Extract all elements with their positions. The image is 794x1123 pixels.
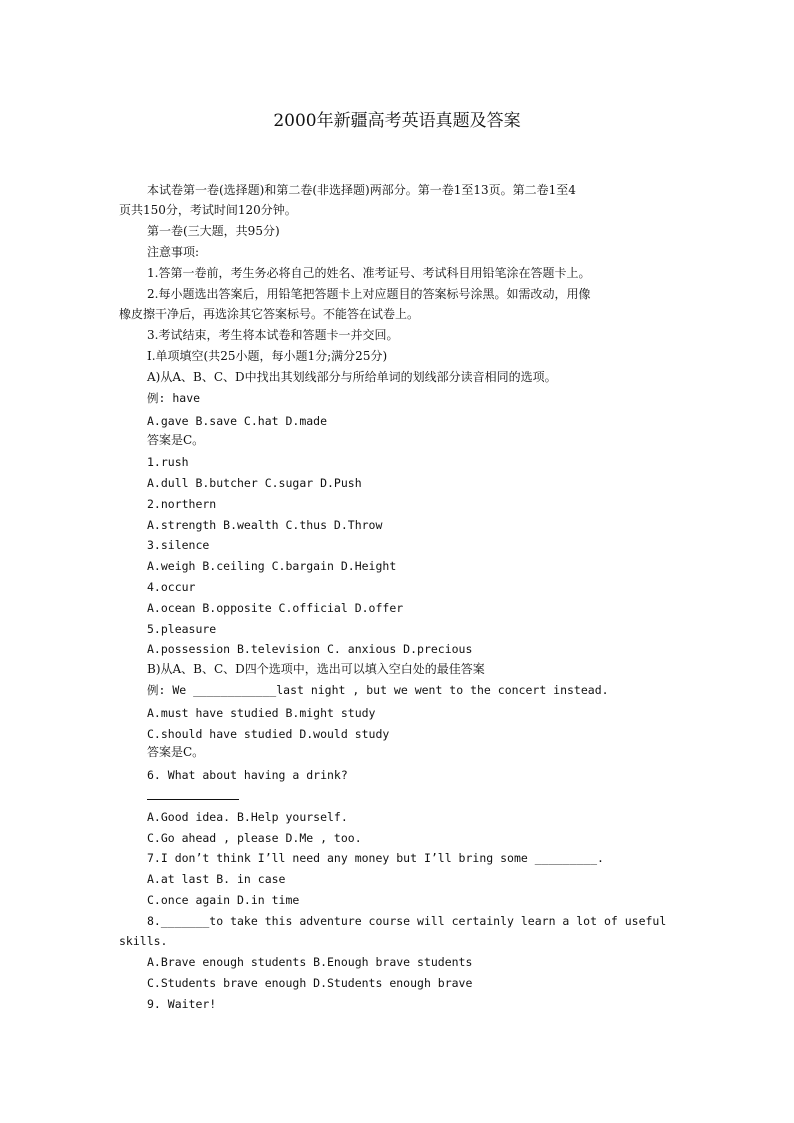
part1-heading: 第一卷(三大题，共95分) <box>147 224 280 238</box>
example-blank: ____________ <box>193 683 277 697</box>
question-8-stem-line-1: 8._______to take this adventure course will certainly learn a lot of useful <box>147 914 667 928</box>
question-options: A.ocean B.opposite C.official D.offer <box>147 601 404 615</box>
partA-example-options: A.gave B.save C.hat D.made <box>147 414 328 428</box>
question-options: A.dull B.butcher C.sugar D.Push <box>147 476 362 490</box>
question-options: A.possession B.television C. anxious D.precious <box>147 642 473 656</box>
question-word: 1.rush <box>147 455 189 469</box>
partA-example-answer: 答案是C。 <box>147 433 205 447</box>
partB-example-option-line-2: C.should have studied D.would study <box>147 727 390 741</box>
note-item-3: 3.考试结束，考生将本试卷和答题卡一并交回。 <box>147 328 399 342</box>
partB-example-stem <box>147 680 609 700</box>
partA-instruction: A)从A、B、C、D中找出其划线部分与所给单词的划线部分读音相同的选项。 <box>147 370 557 384</box>
partB-example-option-line-1: A.must have studied B.might study <box>147 706 376 720</box>
notes-heading: 注意事项: <box>147 245 200 259</box>
question-9-stem: 9. Waiter! <box>147 997 217 1011</box>
section1-heading: I.单项填空(共25小题，每小题1分;满分25分) <box>147 349 388 363</box>
question-options: A.strength B.wealth C.thus D.Throw <box>147 518 383 532</box>
question-8-options-2: C.Students brave enough D.Students enough brave <box>147 976 473 990</box>
note-item-1: 1.答第一卷前，考生务必将自己的姓名、准考证号、考试科目用铅笔涂在答题卡上。 <box>147 266 591 280</box>
question-6-options-1: A.Good idea. B.Help yourself. <box>147 810 348 824</box>
question-word: 2.northern <box>147 497 217 511</box>
question-word: 5.pleasure <box>147 622 217 636</box>
question-6-options-2: C.Go ahead , please D.Me , too. <box>147 831 362 845</box>
note-item-2-line-1: 2.每小题选出答案后，用铅笔把答题卡上对应题目的答案标号涂黑。如需改动，用像 <box>147 287 591 301</box>
example-rest: last night , but we went to the concert instead. <box>276 683 609 697</box>
example-prefix: 例: We <box>147 683 194 697</box>
question-7-options-2: C.once again D.in time <box>147 893 300 907</box>
question-6-stem: 6. What about having a drink? <box>147 768 348 782</box>
question-7-stem: 7.I don’t think I’ll need any money but I’ll bring some _________. <box>147 851 604 865</box>
intro-line-1: 本试卷第一卷(选择题)和第二卷(非选择题)两部分。第一卷1至13页。第二卷1至4 <box>147 183 576 197</box>
question-8-stem-line-2: skills. <box>119 934 168 948</box>
question-options: A.weigh B.ceiling C.bargain D.Height <box>147 559 397 573</box>
partA-example-word: 例: have <box>147 391 201 405</box>
page-title: 2000年新疆高考英语真题及答案 <box>273 111 521 131</box>
partB-instruction: B)从A、B、C、D四个选项中，选出可以填入空白处的最佳答案 <box>147 662 485 676</box>
question-word: 3.silence <box>147 538 210 552</box>
question-8-options-1: A.Brave enough students B.Enough brave students <box>147 955 473 969</box>
answer-blank-line <box>147 799 239 800</box>
question-word: 4.occur <box>147 580 196 594</box>
question-7-options-1: A.at last B. in case <box>147 872 286 886</box>
intro-line-2: 页共150分，考试时间120分钟。 <box>119 203 297 217</box>
partB-example-answer: 答案是C。 <box>147 745 205 759</box>
note-item-2-line-2: 橡皮擦干净后，再选涂其它答案标号。不能答在试卷上。 <box>119 307 420 321</box>
